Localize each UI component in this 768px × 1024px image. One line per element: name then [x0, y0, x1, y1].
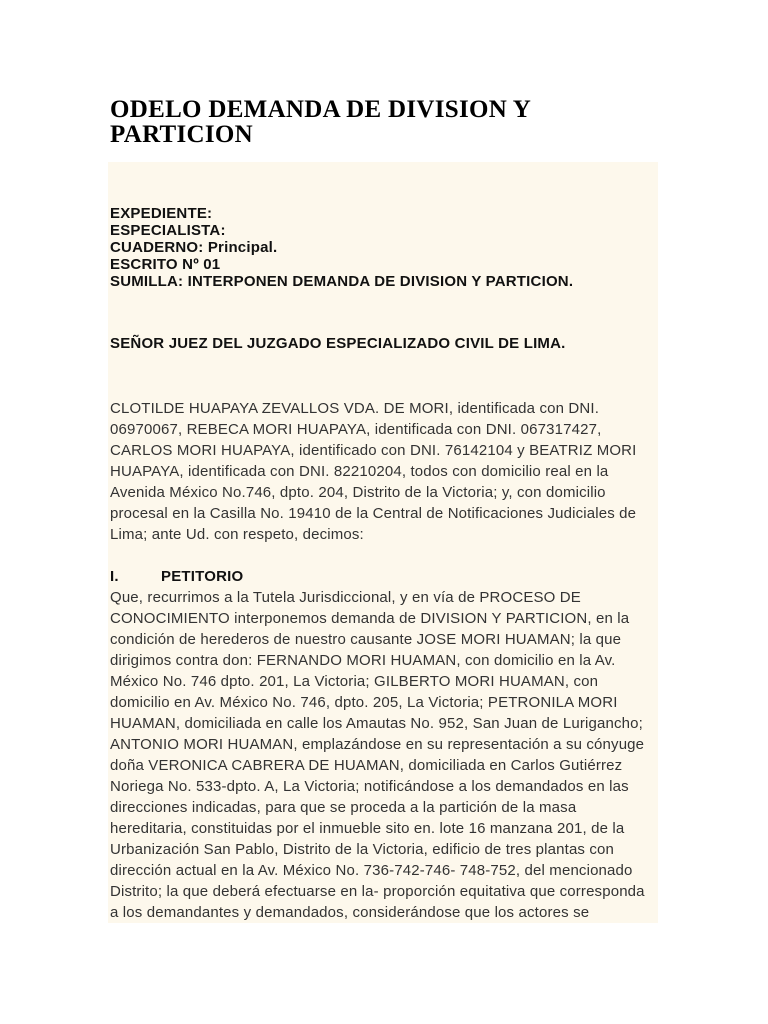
intro-line: procesal en la Casilla No. 19410 de la Central de Notificaciones Judiciales de: [110, 505, 637, 522]
document-title-line: ODELO DEMANDA DE DIVISION Y: [110, 96, 532, 123]
petitorio-line: HUAMAN, domiciliada en calle los Amautas No. 952, San Juan de Lurigancho;: [110, 715, 643, 732]
petitorio-line: a los demandantes y demandados, considerándose que los actores se: [110, 904, 590, 921]
intro-line: CARLOS MORI HUAPAYA, identificado con DNI. 76142104 y BEATRIZ MORI: [110, 442, 637, 459]
petitorio-line: Urbanización San Pablo, Distrito de la Victoria, edificio de tres plantas con: [110, 841, 615, 858]
especialista-field: ESPECIALISTA:: [110, 222, 226, 239]
petitorio-paragraph: [110, 587, 645, 923]
section-heading-line: [110, 566, 243, 587]
document-title: [110, 97, 531, 147]
petitorio-line: México No. 746 dpto. 201, La Victoria; GILBERTO MORI HUAMAN, con: [110, 673, 599, 690]
escrito-field: ESCRITO Nº 01: [110, 256, 221, 273]
petitorio-line: doña VERONICA CABRERA DE HUAMAN, domiciliada en Carlos Gutiérrez: [110, 757, 623, 774]
intro-paragraph: [110, 398, 636, 545]
petitorio-line: dirección actual en la Av. México No. 736-742-746- 748-752, del mencionado: [110, 862, 633, 879]
section-number: I.: [110, 568, 119, 585]
petitorio-line: domicilio en Av. México No. 746, dpto. 205, La Victoria; PETRONILA MORI: [110, 694, 618, 711]
petitorio-line: Noriega No. 533-dpto. A, La Victoria; notificándose a los demandados en las: [110, 778, 629, 795]
expediente-field: EXPEDIENTE:: [110, 205, 213, 222]
document-body: [108, 162, 658, 923]
petitorio-line: Que, recurrimos a la Tutela Jurisdiccional, y en vía de PROCESO DE: [110, 589, 581, 606]
intro-line: HUAPAYA, identificada con DNI. 82210204, todos con domicilio real en la: [110, 463, 609, 480]
petitorio-line: CONOCIMIENTO interponemos demanda de DIVISION Y PARTICION, en la: [110, 610, 630, 627]
petitorio-line: hereditaria, constituidas por el inmueble sito en. lote 16 manzana 201, de la: [110, 820, 625, 837]
intro-line: 06970067, REBECA MORI HUAPAYA, identificada con DNI. 067317427,: [110, 421, 602, 438]
intro-line: CLOTILDE HUAPAYA ZEVALLOS VDA. DE MORI, identificada con DNI.: [110, 400, 600, 417]
petitorio-line: condición de herederos de nuestro causante JOSE MORI HUAMAN; la que: [110, 631, 622, 648]
addressee: [110, 335, 566, 352]
petitorio-line: Distrito; la que deberá efectuarse en la- proporción equitativa que corresponda: [110, 883, 645, 900]
addressee-line: SEÑOR JUEZ DEL JUZGADO ESPECIALIZADO CIVIL DE LIMA.: [110, 335, 566, 352]
petitorio-line: direcciones indicadas, para que se proceda a la partición de la masa: [110, 799, 577, 816]
cuaderno-field: CUADERNO: Principal.: [110, 239, 278, 256]
section-title: PETITORIO: [161, 568, 244, 585]
section-heading: [110, 566, 243, 587]
sumilla-field: SUMILLA: INTERPONEN DEMANDA DE DIVISION Y PARTICION.: [110, 273, 574, 290]
petitorio-line: ANTONIO MORI HUAMAN, emplazándose en su representación a su cónyuge: [110, 736, 645, 753]
intro-line: Lima; ante Ud. con respeto, decimos:: [110, 526, 364, 543]
case-header: [110, 205, 573, 290]
intro-line: Avenida México No.746, dpto. 204, Distrito de la Victoria; y, con domicilio: [110, 484, 606, 501]
petitorio-line: dirigimos contra don: FERNANDO MORI HUAMAN, con domicilio en la Av.: [110, 652, 616, 669]
document-title-line: PARTICION: [110, 121, 254, 148]
